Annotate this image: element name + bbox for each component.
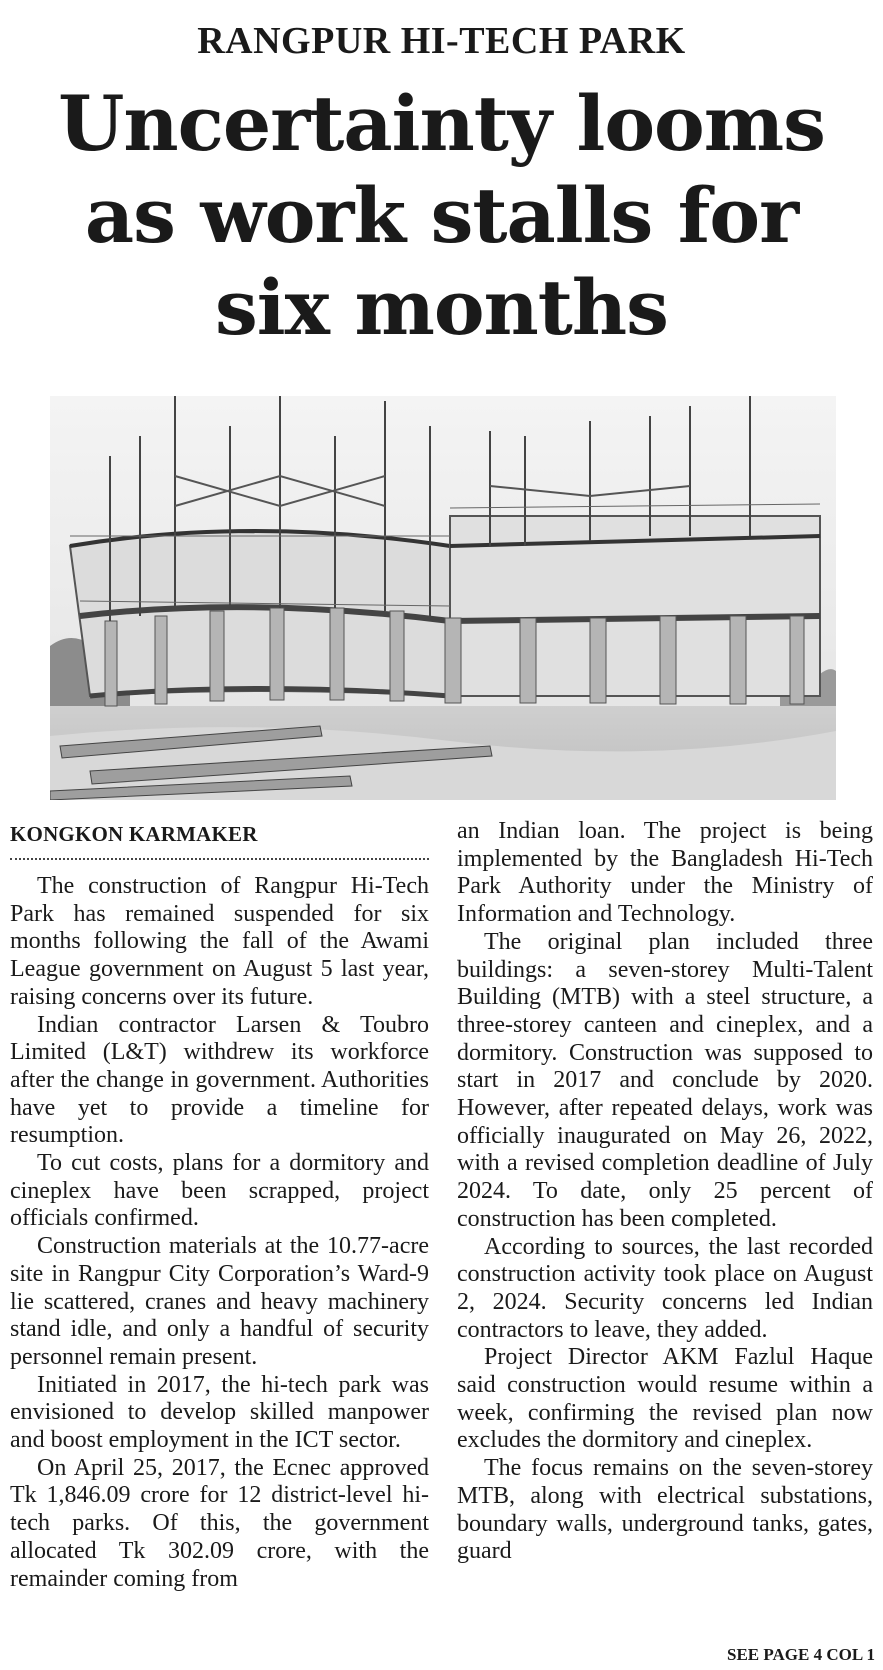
paragraph: The focus remains on the seven-storey MTB, along with electrical substations, boundary walls, underground tanks, gates, guard — [457, 1455, 873, 1565]
continued-jump-line[interactable]: SEE PAGE 4 COL 1 — [727, 1645, 875, 1664]
byline: KONGKON KARMAKER — [10, 822, 258, 846]
paragraph: an Indian loan. The project is being implemented by the Bangladesh Hi-Tech Park Authority under the Ministry of Information and Technology. — [457, 818, 873, 928]
paragraph: Project Director AKM Fazlul Haque said construction would resume within a week, confirming the revised plan now excludes the dormitory and cineplex. — [457, 1344, 873, 1454]
headline-line: as work stalls for — [84, 171, 799, 260]
paragraph: According to sources, the last recorded construction activity took place on August 2, 2024. Security concerns led Indian contractors to leave, they added. — [457, 1233, 873, 1343]
paragraph: On April 25, 2017, the Ecnec approved Tk 1,846.09 crore for 12 district-level hi-tech parks. Of this, the government allocated Tk 302.09 crore, with the remainder coming from — [10, 1454, 429, 1592]
paragraph: The construction of Rangpur Hi-Tech Park has remained suspended for six months following the fall of the Awami League government on August 5 last year, raising concerns over its future. — [10, 873, 429, 1010]
construction-site-photo-icon — [50, 396, 836, 800]
headline-line: six months — [215, 263, 668, 352]
construction-site-photo — [50, 396, 836, 800]
section-kicker: RANGPUR HI-TECH PARK — [197, 20, 686, 62]
paragraph: To cut costs, plans for a dormitory and cineplex have been scrapped, project officials confirmed. — [10, 1150, 429, 1232]
paragraph: The original plan included three buildings: a seven-storey Multi-Talent Building (MTB) with a steel structure, a three-storey canteen and cineplex, and a dormitory. Construction was supposed to start in 2017 and conclude by 2020. However, after repeated delays, work was officially inaugurated on May 26, 2022, with a revised completion deadline of July 2024. To date, only 25 percent of construction has been completed. — [457, 928, 873, 1232]
article-column-2 — [457, 818, 873, 1566]
paragraph: Construction materials at the 10.77-acre site in Rangpur City Corporation’s Ward-9 lie scattered, cranes and heavy machinery stand idle, and only a handful of security personnel remain present. — [10, 1233, 429, 1370]
paragraph: Indian contractor Larsen & Toubro Limited (L&T) withdrew its workforce after the change in government. Authorities have yet to provide a timeline for resumption. — [10, 1011, 429, 1149]
headline-line: Uncertainty looms — [58, 79, 825, 168]
headline — [0, 78, 883, 354]
article-column-1 — [10, 873, 429, 1593]
paragraph: Initiated in 2017, the hi-tech park was envisioned to develop skilled manpower and boost employment in the ICT sector. — [10, 1371, 429, 1454]
byline-divider — [10, 858, 429, 860]
